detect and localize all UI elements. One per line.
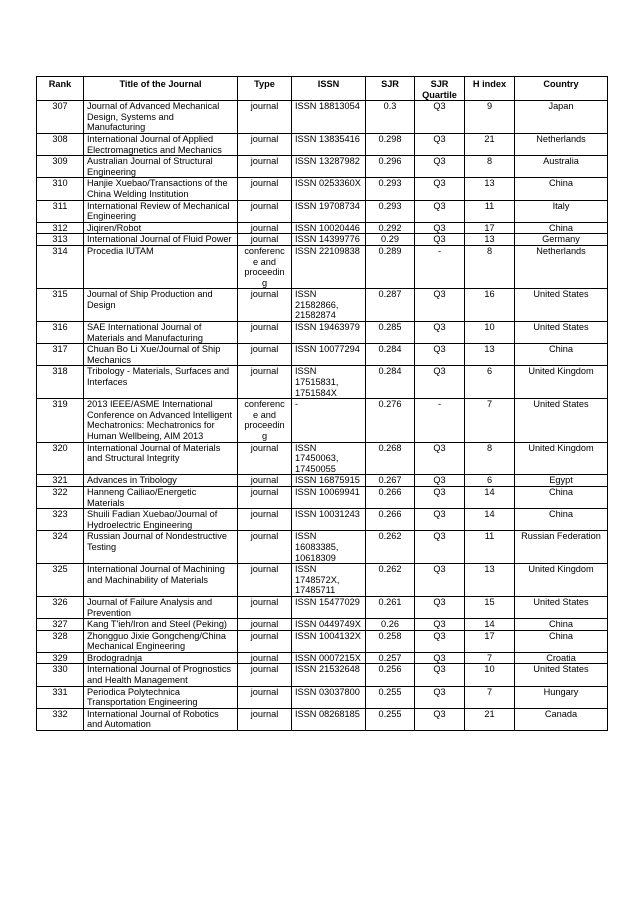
rank-cell: 316 <box>37 322 84 344</box>
title-cell: Procedia IUTAM <box>84 245 238 288</box>
h-index-cell: 9 <box>465 101 515 134</box>
type-cell: journal <box>238 509 292 531</box>
rank-cell: 326 <box>37 596 84 618</box>
type-cell: journal <box>238 234 292 246</box>
type-cell: journal <box>238 564 292 597</box>
title-cell: Zhongguo Jixie Gongcheng/China Mechanical Engineering <box>84 630 238 652</box>
type-cell: journal <box>238 222 292 234</box>
issn-cell: - <box>292 399 366 442</box>
sjr-cell: 0.257 <box>366 652 415 664</box>
quartile-cell: Q3 <box>415 596 465 618</box>
table-row <box>37 245 608 288</box>
quartile-cell: Q3 <box>415 234 465 246</box>
type-cell: journal <box>238 344 292 366</box>
rank-cell: 317 <box>37 344 84 366</box>
quartile-cell: Q3 <box>415 178 465 200</box>
rank-cell: 330 <box>37 664 84 686</box>
table-row <box>37 289 608 322</box>
quartile-cell: - <box>415 399 465 442</box>
type-cell: journal <box>238 289 292 322</box>
sjr-cell: 0.258 <box>366 630 415 652</box>
rank-cell: 313 <box>37 234 84 246</box>
type-cell: journal <box>238 178 292 200</box>
title-cell: International Journal of Machining and Machinability of Materials <box>84 564 238 597</box>
rank-cell: 323 <box>37 509 84 531</box>
header-sjr-quartile: SJR Quartile <box>415 77 465 101</box>
quartile-cell: Q3 <box>415 222 465 234</box>
issn-cell: ISSN 0449749X <box>292 619 366 631</box>
type-cell: journal <box>238 531 292 564</box>
type-cell: journal <box>238 133 292 155</box>
h-index-cell: 17 <box>465 222 515 234</box>
type-cell: journal <box>238 619 292 631</box>
country-cell: Hungary <box>515 686 608 708</box>
country-cell: United Kingdom <box>515 564 608 597</box>
country-cell: United States <box>515 664 608 686</box>
issn-cell: ISSN 08268185 <box>292 708 366 730</box>
type-cell: journal <box>238 708 292 730</box>
h-index-cell: 7 <box>465 686 515 708</box>
sjr-cell: 0.26 <box>366 619 415 631</box>
title-cell: International Journal of Materials and Structural Integrity <box>84 442 238 475</box>
issn-cell: ISSN 03037800 <box>292 686 366 708</box>
h-index-cell: 13 <box>465 234 515 246</box>
quartile-cell: Q3 <box>415 289 465 322</box>
quartile-cell: Q3 <box>415 442 465 475</box>
h-index-cell: 21 <box>465 133 515 155</box>
h-index-cell: 15 <box>465 596 515 618</box>
quartile-cell: Q3 <box>415 708 465 730</box>
table-row <box>37 344 608 366</box>
country-cell: United Kingdom <box>515 366 608 399</box>
title-cell: Hanjie Xuebao/Transactions of the China Welding Institution <box>84 178 238 200</box>
sjr-cell: 0.293 <box>366 200 415 222</box>
sjr-cell: 0.255 <box>366 708 415 730</box>
rank-cell: 327 <box>37 619 84 631</box>
title-cell: Hanneng Cailiao/Energetic Materials <box>84 486 238 508</box>
table-row <box>37 708 608 730</box>
country-cell: China <box>515 619 608 631</box>
quartile-cell: Q3 <box>415 200 465 222</box>
table-row <box>37 652 608 664</box>
table-row <box>37 133 608 155</box>
title-cell: Australian Journal of Structural Engineering <box>84 156 238 178</box>
table-row <box>37 222 608 234</box>
rank-cell: 324 <box>37 531 84 564</box>
country-cell: China <box>515 630 608 652</box>
table-row <box>37 200 608 222</box>
table-row <box>37 630 608 652</box>
h-index-cell: 6 <box>465 475 515 487</box>
quartile-cell: Q3 <box>415 564 465 597</box>
type-cell: conferenc e and proceedin g <box>238 399 292 442</box>
h-index-cell: 6 <box>465 366 515 399</box>
h-index-cell: 10 <box>465 664 515 686</box>
rank-cell: 332 <box>37 708 84 730</box>
rank-cell: 319 <box>37 399 84 442</box>
country-cell: Italy <box>515 200 608 222</box>
country-cell: Canada <box>515 708 608 730</box>
country-cell: United States <box>515 399 608 442</box>
sjr-cell: 0.284 <box>366 366 415 399</box>
table-row <box>37 486 608 508</box>
rank-cell: 320 <box>37 442 84 475</box>
quartile-cell: Q3 <box>415 133 465 155</box>
title-cell: 2013 IEEE/ASME International Conference on Advanced Intelligent Mechatronics: Mechatronics for Human Wellbeing, AIM 2013 <box>84 399 238 442</box>
issn-cell: ISSN 16083385, 10618309 <box>292 531 366 564</box>
quartile-cell: Q3 <box>415 652 465 664</box>
quartile-cell: Q3 <box>415 664 465 686</box>
table-row <box>37 509 608 531</box>
rank-cell: 331 <box>37 686 84 708</box>
title-cell: International Journal of Robotics and Automation <box>84 708 238 730</box>
rank-cell: 309 <box>37 156 84 178</box>
quartile-cell: Q3 <box>415 322 465 344</box>
sjr-cell: 0.262 <box>366 564 415 597</box>
issn-cell: ISSN 10031243 <box>292 509 366 531</box>
sjr-cell: 0.292 <box>366 222 415 234</box>
h-index-cell: 21 <box>465 708 515 730</box>
h-index-cell: 13 <box>465 178 515 200</box>
table-row <box>37 366 608 399</box>
country-cell: Russian Federation <box>515 531 608 564</box>
issn-cell: ISSN 19463979 <box>292 322 366 344</box>
table-row <box>37 596 608 618</box>
sjr-cell: 0.266 <box>366 509 415 531</box>
quartile-cell: Q3 <box>415 619 465 631</box>
quartile-cell: Q3 <box>415 101 465 134</box>
table-row <box>37 101 608 134</box>
title-cell: Brodogradnja <box>84 652 238 664</box>
title-cell: Advances in Tribology <box>84 475 238 487</box>
sjr-cell: 0.255 <box>366 686 415 708</box>
h-index-cell: 7 <box>465 652 515 664</box>
issn-cell: ISSN 21532648 <box>292 664 366 686</box>
h-index-cell: 16 <box>465 289 515 322</box>
table-row <box>37 234 608 246</box>
title-cell: Periodica Polytechnica Transportation Engineering <box>84 686 238 708</box>
sjr-cell: 0.266 <box>366 486 415 508</box>
type-cell: journal <box>238 486 292 508</box>
title-cell: Kang T'ieh/Iron and Steel (Peking) <box>84 619 238 631</box>
title-cell: International Journal of Fluid Power <box>84 234 238 246</box>
type-cell: conferenc e and proceedin g <box>238 245 292 288</box>
type-cell: journal <box>238 630 292 652</box>
type-cell: journal <box>238 686 292 708</box>
country-cell: China <box>515 222 608 234</box>
h-index-cell: 13 <box>465 344 515 366</box>
table-row <box>37 442 608 475</box>
type-cell: journal <box>238 664 292 686</box>
journal-ranking-table <box>36 76 608 731</box>
h-index-cell: 8 <box>465 245 515 288</box>
sjr-cell: 0.298 <box>366 133 415 155</box>
sjr-cell: 0.289 <box>366 245 415 288</box>
issn-cell: ISSN 1748572X, 17485711 <box>292 564 366 597</box>
title-cell: Journal of Ship Production and Design <box>84 289 238 322</box>
table-row <box>37 686 608 708</box>
quartile-cell: Q3 <box>415 531 465 564</box>
quartile-cell: Q3 <box>415 344 465 366</box>
table-row <box>37 475 608 487</box>
type-cell: journal <box>238 475 292 487</box>
rank-cell: 314 <box>37 245 84 288</box>
country-cell: Germany <box>515 234 608 246</box>
table-body <box>37 101 608 731</box>
header-country: Country <box>515 77 608 101</box>
country-cell: Japan <box>515 101 608 134</box>
header-type: Type <box>238 77 292 101</box>
rank-cell: 318 <box>37 366 84 399</box>
rank-cell: 311 <box>37 200 84 222</box>
title-cell: International Journal of Prognostics and Health Management <box>84 664 238 686</box>
issn-cell: ISSN 18813054 <box>292 101 366 134</box>
issn-cell: ISSN 15477029 <box>292 596 366 618</box>
country-cell: United Kingdom <box>515 442 608 475</box>
type-cell: journal <box>238 322 292 344</box>
sjr-cell: 0.267 <box>366 475 415 487</box>
h-index-cell: 8 <box>465 156 515 178</box>
issn-cell: ISSN 22109838 <box>292 245 366 288</box>
country-cell: Netherlands <box>515 133 608 155</box>
sjr-cell: 0.256 <box>366 664 415 686</box>
sjr-cell: 0.262 <box>366 531 415 564</box>
h-index-cell: 14 <box>465 619 515 631</box>
title-cell: SAE International Journal of Materials and Manufacturing <box>84 322 238 344</box>
issn-cell: ISSN 1004132X <box>292 630 366 652</box>
header-sjr: SJR <box>366 77 415 101</box>
country-cell: Egypt <box>515 475 608 487</box>
country-cell: Croatia <box>515 652 608 664</box>
rank-cell: 312 <box>37 222 84 234</box>
sjr-cell: 0.296 <box>366 156 415 178</box>
issn-cell: ISSN 17515831, 1751584X <box>292 366 366 399</box>
type-cell: journal <box>238 442 292 475</box>
title-cell: Chuan Bo Li Xue/Journal of Ship Mechanics <box>84 344 238 366</box>
issn-cell: ISSN 21582866, 21582874 <box>292 289 366 322</box>
type-cell: journal <box>238 200 292 222</box>
table-row <box>37 619 608 631</box>
rank-cell: 321 <box>37 475 84 487</box>
title-cell: Jiqiren/Robot <box>84 222 238 234</box>
country-cell: China <box>515 178 608 200</box>
table-row <box>37 531 608 564</box>
sjr-cell: 0.293 <box>366 178 415 200</box>
issn-cell: ISSN 13835416 <box>292 133 366 155</box>
type-cell: journal <box>238 156 292 178</box>
sjr-cell: 0.285 <box>366 322 415 344</box>
h-index-cell: 7 <box>465 399 515 442</box>
header-rank: Rank <box>37 77 84 101</box>
country-cell: China <box>515 509 608 531</box>
h-index-cell: 10 <box>465 322 515 344</box>
quartile-cell: Q3 <box>415 366 465 399</box>
quartile-cell: Q3 <box>415 509 465 531</box>
header-issn: ISSN <box>292 77 366 101</box>
type-cell: journal <box>238 366 292 399</box>
rank-cell: 307 <box>37 101 84 134</box>
issn-cell: ISSN 16875915 <box>292 475 366 487</box>
rank-cell: 325 <box>37 564 84 597</box>
country-cell: United States <box>515 596 608 618</box>
table-row <box>37 399 608 442</box>
title-cell: Journal of Failure Analysis and Prevention <box>84 596 238 618</box>
table-header-row <box>37 77 608 101</box>
type-cell: journal <box>238 596 292 618</box>
rank-cell: 310 <box>37 178 84 200</box>
h-index-cell: 11 <box>465 531 515 564</box>
title-cell: Shuili Fadian Xuebao/Journal of Hydroelectric Engineering <box>84 509 238 531</box>
issn-cell: ISSN 10069941 <box>292 486 366 508</box>
issn-cell: ISSN 10020446 <box>292 222 366 234</box>
country-cell: Netherlands <box>515 245 608 288</box>
rank-cell: 308 <box>37 133 84 155</box>
title-cell: Journal of Advanced Mechanical Design, Systems and Manufacturing <box>84 101 238 134</box>
h-index-cell: 14 <box>465 486 515 508</box>
quartile-cell: Q3 <box>415 686 465 708</box>
rank-cell: 329 <box>37 652 84 664</box>
title-cell: Russian Journal of Nondestructive Testing <box>84 531 238 564</box>
table-row <box>37 178 608 200</box>
h-index-cell: 17 <box>465 630 515 652</box>
table-row <box>37 664 608 686</box>
h-index-cell: 13 <box>465 564 515 597</box>
table-row <box>37 156 608 178</box>
rank-cell: 328 <box>37 630 84 652</box>
quartile-cell: Q3 <box>415 156 465 178</box>
quartile-cell: Q3 <box>415 630 465 652</box>
rank-cell: 322 <box>37 486 84 508</box>
country-cell: China <box>515 344 608 366</box>
table-row <box>37 322 608 344</box>
h-index-cell: 11 <box>465 200 515 222</box>
issn-cell: ISSN 10077294 <box>292 344 366 366</box>
country-cell: China <box>515 486 608 508</box>
sjr-cell: 0.268 <box>366 442 415 475</box>
issn-cell: ISSN 17450063, 17450055 <box>292 442 366 475</box>
title-cell: Tribology - Materials, Surfaces and Interfaces <box>84 366 238 399</box>
issn-cell: ISSN 13287982 <box>292 156 366 178</box>
issn-cell: ISSN 14399776 <box>292 234 366 246</box>
quartile-cell: - <box>415 245 465 288</box>
h-index-cell: 8 <box>465 442 515 475</box>
sjr-cell: 0.261 <box>366 596 415 618</box>
quartile-cell: Q3 <box>415 475 465 487</box>
quartile-cell: Q3 <box>415 486 465 508</box>
type-cell: journal <box>238 652 292 664</box>
country-cell: United States <box>515 289 608 322</box>
rank-cell: 315 <box>37 289 84 322</box>
issn-cell: ISSN 19708734 <box>292 200 366 222</box>
issn-cell: ISSN 0253360X <box>292 178 366 200</box>
header-h-index: H index <box>465 77 515 101</box>
country-cell: United States <box>515 322 608 344</box>
issn-cell: ISSN 0007215X <box>292 652 366 664</box>
type-cell: journal <box>238 101 292 134</box>
header-title: Title of the Journal <box>84 77 238 101</box>
sjr-cell: 0.287 <box>366 289 415 322</box>
sjr-cell: 0.3 <box>366 101 415 134</box>
title-cell: International Review of Mechanical Engineering <box>84 200 238 222</box>
sjr-cell: 0.276 <box>366 399 415 442</box>
title-cell: International Journal of Applied Electromagnetics and Mechanics <box>84 133 238 155</box>
country-cell: Australia <box>515 156 608 178</box>
table-row <box>37 564 608 597</box>
h-index-cell: 14 <box>465 509 515 531</box>
sjr-cell: 0.29 <box>366 234 415 246</box>
sjr-cell: 0.284 <box>366 344 415 366</box>
